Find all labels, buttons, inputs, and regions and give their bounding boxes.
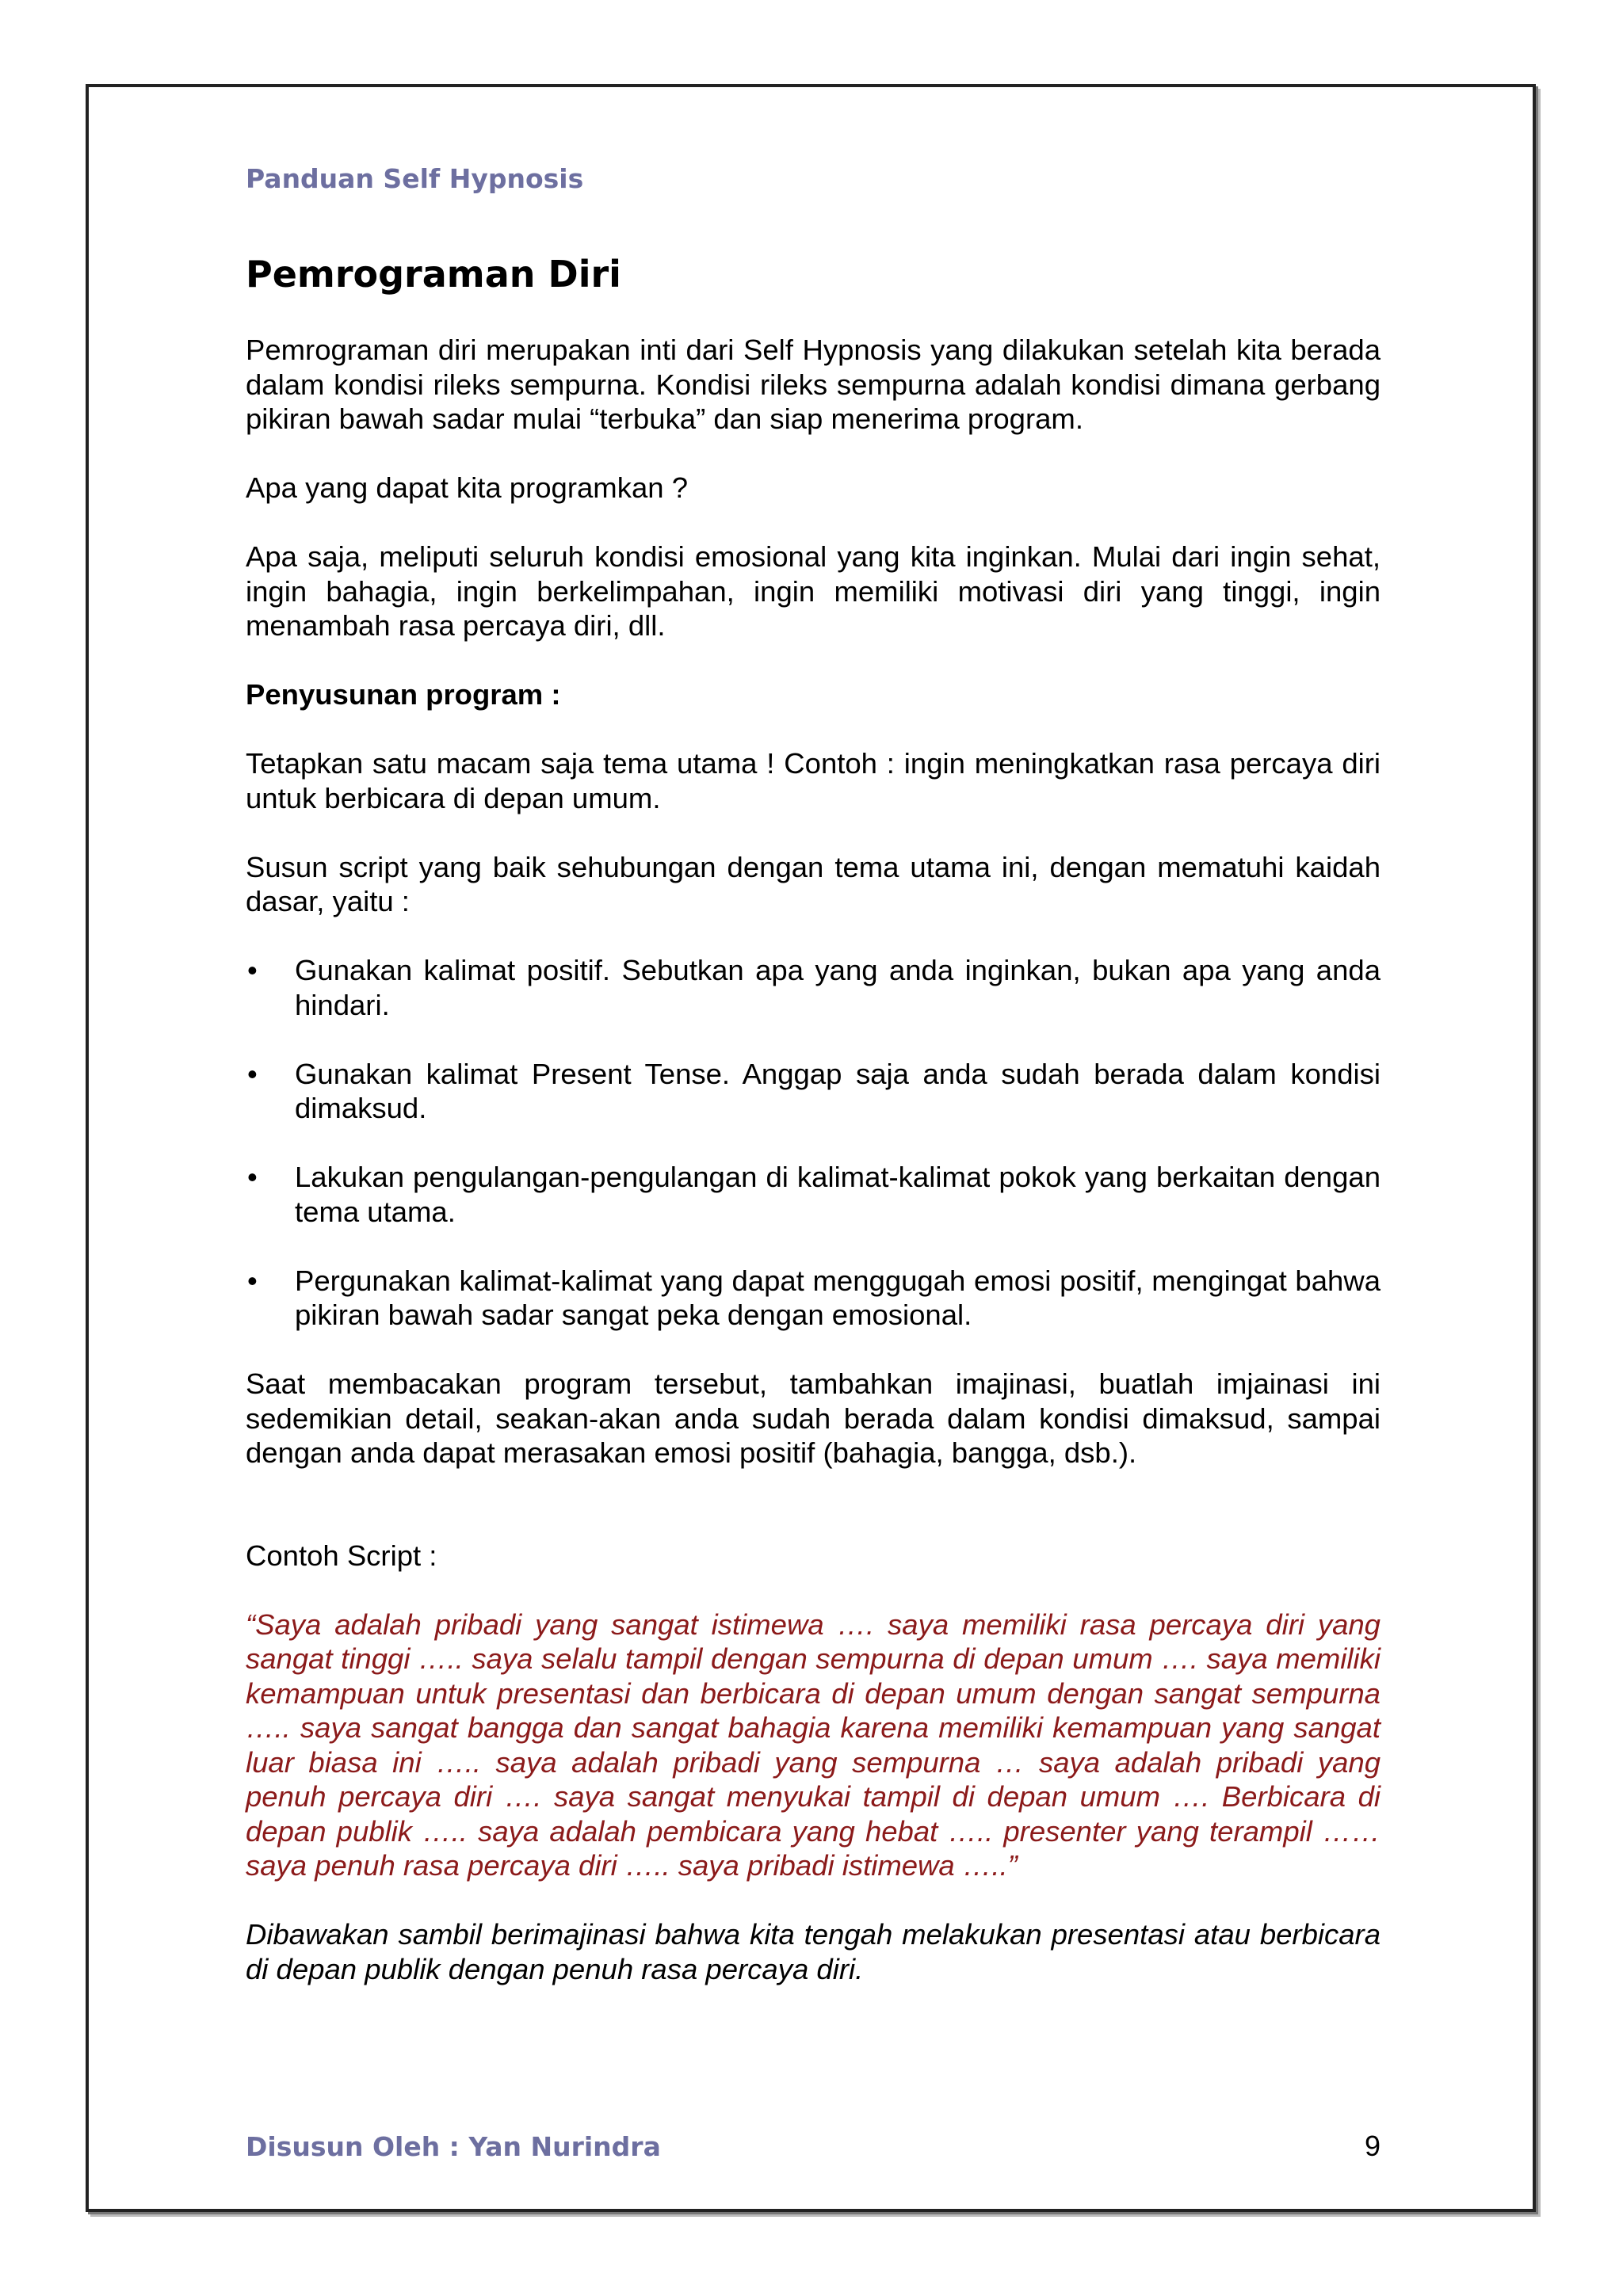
list-item (246, 1264, 1381, 1333)
rules-list (246, 953, 1381, 1333)
bullet-icon: • (247, 1264, 258, 1297)
rule-text: Gunakan kalimat Present Tense. Anggap saja anda sudah berada dalam kondisi dimaksud. (295, 1057, 1381, 1125)
list-item (246, 1160, 1381, 1229)
theme-instruction: Tetapkan satu macam saja tema utama ! Contoh : ingin meningkatkan rasa percaya diri untuk berbicara di depan umum. (246, 747, 1381, 814)
bullet-icon: • (247, 1161, 258, 1194)
section-title: Pemrograman Diri (246, 252, 621, 296)
script-instruction: Susun script yang baik sehubungan dengan tema utama ini, dengan mematuhi kaidah dasar, yaitu : (246, 850, 1381, 918)
footer-author: Disusun Oleh : Yan Nurindra (246, 2131, 661, 2162)
program-heading: Penyusunan program : (246, 678, 561, 711)
rule-text: Gunakan kalimat positif. Sebutkan apa yang anda inginkan, bukan apa yang anda hindari. (295, 954, 1381, 1021)
bullet-icon: • (247, 1057, 258, 1090)
example-label: Contoh Script : (246, 1539, 437, 1572)
rule-text: Lakukan pengulangan-pengulangan di kalimat-kalimat pokok yang berkaitan dengan tema utama. (295, 1161, 1381, 1228)
example-script: “Saya adalah pribadi yang sangat istimewa …. saya memiliki rasa percaya diri yang sangat tinggi ….. saya selalu tampil dengan sempurna di depan umum …. saya memiliki kemampuan untuk presentasi dan berbicara di depan umum dengan sangat sempurna ….. saya sangat bangga dan sangat bahagia karena memiliki kemampuan yang sangat luar biasa ini ….. saya adalah pribadi yang sempurna … saya adalah pribadi yang penuh percaya diri …. saya sangat menyukai tampil di depan umum …. Berbicara di depan publik ….. saya adalah pembicara yang hebat ….. presenter yang terampil …… saya penuh rasa percaya diri ….. saya pribadi istimewa …..” (246, 1608, 1381, 1882)
page-content (246, 135, 1381, 2021)
list-item (246, 953, 1381, 1022)
running-header: Panduan Self Hypnosis (246, 163, 584, 194)
imagination-note: Saat membacakan program tersebut, tambahkan imajinasi, buatlah imjainasi ini sedemikian detail, seakan-akan anda sudah berada dalam kondisi dimaksud, sampai dengan anda dapat merasakan emosi positif (bahagia, bangga, dsb.). (246, 1367, 1381, 1470)
bullet-icon: • (247, 954, 258, 987)
rule-text: Pergunakan kalimat-kalimat yang dapat menggugah emosi positif, mengingat bahwa pikiran bawah sadar sangat peka dengan emosional. (295, 1264, 1381, 1332)
list-item (246, 1057, 1381, 1126)
closing-note: Dibawakan sambil berimajinasi bahwa kita tengah melakukan presentasi atau berbicara di depan publik dengan penuh rasa percaya diri. (246, 1918, 1381, 1985)
answer-paragraph: Apa saja, meliputi seluruh kondisi emosional yang kita inginkan. Mulai dari ingin sehat, ingin bahagia, ingin berkelimpahan, ingin memiliki motivasi diri yang tinggi, ingin menambah rasa percaya diri, dll. (246, 540, 1381, 643)
intro-paragraph: Pemrograman diri merupakan inti dari Self Hypnosis yang dilakukan setelah kita berada dalam kondisi rileks sempurna. Kondisi rileks sempurna adalah kondisi dimana gerbang pikiran bawah sadar mulai “terbuka” dan siap menerima program. (246, 334, 1381, 436)
question-paragraph: Apa yang dapat kita programkan ? (246, 471, 688, 505)
page-number: 9 (1364, 2130, 1381, 2162)
